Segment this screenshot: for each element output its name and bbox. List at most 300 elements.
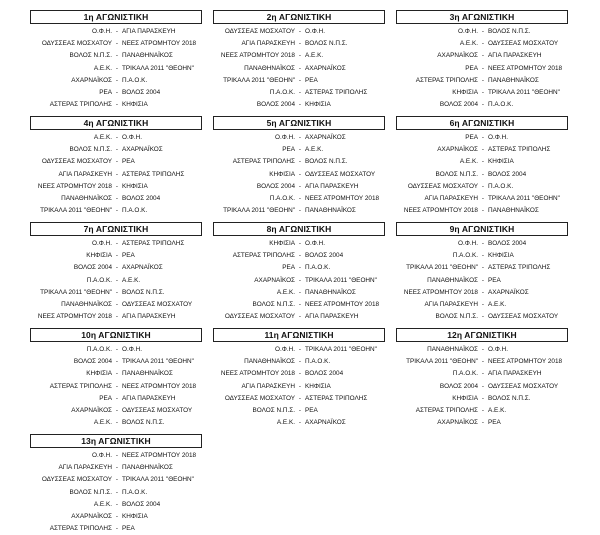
match-row [30, 156, 202, 168]
away-team: ΒΟΛΟΣ 2004 [488, 240, 527, 247]
match-separator: - [481, 52, 485, 60]
home-team: ΒΟΛΟΣ Ν.Π.Σ. [69, 52, 112, 60]
home-team: ΟΔΥΣΣΕΑΣ ΜΟΣΧΑΤΟΥ [41, 158, 112, 166]
match-row [30, 511, 202, 523]
match-list [396, 26, 568, 111]
match-separator: - [115, 276, 119, 284]
match-row [213, 381, 385, 393]
away-team: ΚΗΦΙΣΙΑ [488, 252, 514, 260]
match-row [213, 344, 385, 356]
home-team: Π.Α.Ο.Κ. [86, 346, 112, 353]
match-row [213, 311, 385, 323]
home-team: Α.Ε.Κ. [93, 134, 112, 141]
match-row [30, 99, 202, 111]
away-team: ΠΑΝΑΘΗΝΑΪΚΟΣ [122, 370, 173, 378]
match-separator: - [481, 207, 485, 215]
match-separator: - [298, 313, 302, 321]
away-team: ΑΧΑΡΝΑΪΚΟΣ [305, 419, 346, 427]
match-separator: - [481, 158, 485, 166]
away-team: Ο.Φ.Η. [488, 134, 509, 141]
home-team: ΑΓΙΑ ΠΑΡΑΣΚΕΥΗ [241, 382, 295, 390]
away-team: ΑΓΙΑ ΠΑΡΑΣΚΕΥΗ [488, 370, 542, 378]
away-team: ΠΑΝΑΘΗΝΑΪΚΟΣ [122, 52, 173, 60]
match-separator: - [298, 300, 302, 308]
match-list [30, 26, 202, 111]
away-team: ΒΟΛΟΣ 2004 [305, 252, 344, 260]
match-row [396, 368, 568, 380]
home-team: ΑΧΑΡΝΑΪΚΟΣ [437, 52, 478, 60]
match-row [396, 99, 568, 111]
away-team: Π.Α.Ο.Κ. [305, 358, 331, 366]
match-row [213, 50, 385, 62]
match-separator: - [298, 194, 302, 202]
match-separator: - [481, 419, 485, 427]
away-team: ΤΡΙΚΑΛΑ 2011 "ΘΕΟΗΝ" [305, 346, 377, 353]
round-block [213, 116, 385, 217]
home-team: ΑΓΙΑ ΠΑΡΑΣΚΕΥΗ [424, 194, 478, 202]
match-separator: - [481, 358, 485, 366]
away-team: ΟΔΥΣΣΕΑΣ ΜΟΣΧΑΤΟΥ [122, 300, 193, 308]
home-team: ΝΕΕΣ ΑΤΡΟΜΗΤΟΥ 2018 [403, 207, 478, 215]
home-team: Ο.Φ.Η. [457, 28, 478, 35]
away-team: ΑΧΑΡΝΑΪΚΟΣ [305, 64, 346, 72]
round-title: 11η ΑΓΩΝΙΣΤΙΚΗ [213, 328, 385, 342]
match-separator: - [298, 76, 302, 84]
match-separator: - [481, 276, 485, 284]
home-team: ΚΗΦΙΣΙΑ [269, 170, 295, 178]
match-row [213, 250, 385, 262]
round-title: 12η ΑΓΩΝΙΣΤΙΚΗ [396, 328, 568, 342]
away-team: ΤΡΙΚΑΛΑ 2011 "ΘΕΟΗΝ" [488, 88, 560, 96]
match-separator: - [481, 394, 485, 402]
away-team: ΑΣΤΕΡΑΣ ΤΡΙΠΟΛΗΣ [305, 394, 368, 402]
home-team: ΤΡΙΚΑΛΑ 2011 "ΘΕΟΗΝ" [406, 264, 478, 272]
away-team: ΤΡΙΚΑΛΑ 2011 "ΘΕΟΗΝ" [488, 194, 560, 202]
home-team: ΟΔΥΣΣΕΑΣ ΜΟΣΧΑΤΟΥ [407, 182, 478, 190]
away-team: Α.Ε.Κ. [305, 52, 324, 60]
match-row [30, 238, 202, 250]
away-team: ΡΕΑ [122, 158, 135, 166]
away-team: ΑΓΙΑ ΠΑΡΑΣΚΕΥΗ [305, 313, 359, 321]
match-separator: - [481, 264, 485, 272]
match-row [396, 417, 568, 429]
match-separator: - [115, 288, 119, 296]
away-team: ΤΡΙΚΑΛΑ 2011 "ΘΕΟΗΝ" [122, 64, 194, 72]
match-separator: - [115, 134, 119, 141]
home-team: ΚΗΦΙΣΙΑ [269, 240, 295, 247]
round-block [396, 116, 568, 217]
away-team: ΟΔΥΣΣΕΑΣ ΜΟΣΧΑΤΟΥ [122, 406, 193, 414]
home-team: ΑΓΙΑ ΠΑΡΑΣΚΕΥΗ [58, 464, 112, 472]
match-separator: - [481, 182, 485, 190]
match-separator: - [481, 134, 485, 141]
match-row [213, 405, 385, 417]
match-separator: - [115, 264, 119, 272]
round-block [396, 328, 568, 429]
away-team: ΚΗΦΙΣΙΑ [122, 512, 148, 520]
match-separator: - [481, 300, 485, 308]
match-row [396, 193, 568, 205]
home-team: ΝΕΕΣ ΑΤΡΟΜΗΤΟΥ 2018 [220, 370, 295, 378]
home-team: ΑΧΑΡΝΑΪΚΟΣ [71, 406, 112, 414]
home-team: ΑΧΑΡΝΑΪΚΟΣ [71, 512, 112, 520]
match-row [396, 287, 568, 299]
match-row [30, 356, 202, 368]
away-team: ΝΕΕΣ ΑΤΡΟΜΗΤΟΥ 2018 [305, 194, 380, 202]
match-separator: - [298, 394, 302, 402]
round-block [30, 222, 202, 323]
home-team: ΠΑΝΑΘΗΝΑΪΚΟΣ [427, 276, 478, 284]
away-team: ΟΔΥΣΣΕΑΣ ΜΟΣΧΑΤΟΥ [488, 40, 559, 48]
match-separator: - [115, 240, 119, 247]
match-separator: - [115, 370, 119, 378]
match-row [396, 169, 568, 181]
match-row [30, 474, 202, 486]
home-team: ΑΓΙΑ ΠΑΡΑΣΚΕΥΗ [424, 300, 478, 308]
home-team: ΒΟΛΟΣ 2004 [73, 358, 112, 366]
away-team: ΒΟΛΟΣ 2004 [305, 370, 344, 378]
match-separator: - [481, 101, 485, 109]
home-team: Α.Ε.Κ. [459, 158, 478, 166]
home-team: ΑΓΙΑ ΠΑΡΑΣΚΕΥΗ [58, 170, 112, 178]
away-team: ΒΟΛΟΣ 2004 [122, 194, 161, 202]
match-separator: - [115, 512, 119, 520]
match-row [396, 205, 568, 217]
match-row [396, 311, 568, 323]
away-team: ΑΣΤΕΡΑΣ ΤΡΙΠΟΛΗΣ [488, 264, 551, 272]
away-team: ΠΑΝΑΘΗΝΑΪΚΟΣ [305, 288, 356, 296]
home-team: ΤΡΙΚΑΛΑ 2011 "ΘΕΟΗΝ" [40, 288, 112, 296]
match-separator: - [115, 476, 119, 484]
match-row [30, 393, 202, 405]
match-row [213, 393, 385, 405]
match-row [30, 181, 202, 193]
match-row [213, 262, 385, 274]
away-team: ΤΡΙΚΑΛΑ 2011 "ΘΕΟΗΝ" [122, 358, 194, 366]
match-row [396, 75, 568, 87]
home-team: ΑΣΤΕΡΑΣ ΤΡΙΠΟΛΗΣ [49, 101, 112, 109]
match-separator: - [298, 182, 302, 190]
match-row [396, 26, 568, 38]
match-separator: - [481, 288, 485, 296]
home-team: Π.Α.Ο.Κ. [452, 370, 478, 378]
home-team: ΑΣΤΕΡΑΣ ΤΡΙΠΟΛΗΣ [49, 525, 112, 533]
match-list [396, 344, 568, 429]
round-title: 7η ΑΓΩΝΙΣΤΙΚΗ [30, 222, 202, 236]
match-separator: - [298, 252, 302, 260]
home-team: ΡΕΑ [465, 134, 478, 141]
match-row [213, 193, 385, 205]
home-team: ΒΟΛΟΣ 2004 [256, 101, 295, 109]
home-team: ΟΔΥΣΣΕΑΣ ΜΟΣΧΑΤΟΥ [224, 394, 295, 402]
match-row [30, 450, 202, 462]
match-separator: - [115, 394, 119, 402]
home-team: ΟΔΥΣΣΕΑΣ ΜΟΣΧΑΤΟΥ [41, 40, 112, 48]
match-separator: - [481, 406, 485, 414]
match-row [396, 299, 568, 311]
away-team: Α.Ε.Κ. [305, 146, 324, 154]
home-team: ΑΣΤΕΡΑΣ ΤΡΙΠΟΛΗΣ [415, 406, 478, 414]
home-team: ΠΑΝΑΘΗΝΑΪΚΟΣ [61, 194, 112, 202]
match-separator: - [115, 300, 119, 308]
away-team: ΠΑΝΑΘΗΝΑΪΚΟΣ [305, 207, 356, 215]
match-row [396, 250, 568, 262]
home-team: ΒΟΛΟΣ Ν.Π.Σ. [435, 170, 478, 178]
home-team: Π.Α.Ο.Κ. [452, 252, 478, 260]
match-separator: - [298, 134, 302, 141]
match-separator: - [115, 358, 119, 366]
home-team: Ο.Φ.Η. [274, 134, 295, 141]
match-separator: - [298, 101, 302, 109]
home-team: ΚΗΦΙΣΙΑ [86, 370, 112, 378]
match-separator: - [115, 52, 119, 60]
match-separator: - [298, 52, 302, 60]
match-row [396, 344, 568, 356]
match-separator: - [115, 158, 119, 166]
away-team: ΑΣΤΕΡΑΣ ΤΡΙΠΟΛΗΣ [122, 240, 185, 247]
away-team: ΚΗΦΙΣΙΑ [305, 101, 331, 109]
away-team: ΑΓΙΑ ΠΑΡΑΣΚΕΥΗ [122, 394, 176, 402]
home-team: ΤΡΙΚΑΛΑ 2011 "ΘΕΟΗΝ" [40, 207, 112, 215]
home-team: ΝΕΕΣ ΑΤΡΟΜΗΤΟΥ 2018 [220, 52, 295, 60]
match-row [30, 487, 202, 499]
match-separator: - [298, 276, 302, 284]
match-row [213, 169, 385, 181]
home-team: ΝΕΕΣ ΑΤΡΟΜΗΤΟΥ 2018 [37, 182, 112, 190]
round-title: 10η ΑΓΩΝΙΣΤΙΚΗ [30, 328, 202, 342]
home-team: ΒΟΛΟΣ 2004 [256, 182, 295, 190]
away-team: ΑΧΑΡΝΑΪΚΟΣ [122, 264, 163, 272]
home-team: Ο.Φ.Η. [457, 240, 478, 247]
match-row [30, 311, 202, 323]
match-separator: - [481, 40, 485, 48]
match-row [213, 356, 385, 368]
home-team: ΒΟΛΟΣ 2004 [439, 382, 478, 390]
home-team: ΒΟΛΟΣ 2004 [73, 264, 112, 272]
home-team: ΑΓΙΑ ΠΑΡΑΣΚΕΥΗ [241, 40, 295, 48]
home-team: ΝΕΕΣ ΑΤΡΟΜΗΤΟΥ 2018 [37, 313, 112, 321]
away-team: ΑΣΤΕΡΑΣ ΤΡΙΠΟΛΗΣ [122, 170, 185, 178]
match-row [30, 523, 202, 535]
home-team: Α.Ε.Κ. [93, 500, 112, 508]
round-title: 8η ΑΓΩΝΙΣΤΙΚΗ [213, 222, 385, 236]
match-separator: - [115, 406, 119, 414]
home-team: Α.Ε.Κ. [276, 419, 295, 427]
match-list [396, 132, 568, 217]
away-team: Ο.Φ.Η. [305, 28, 326, 35]
round-title: 13η ΑΓΩΝΙΣΤΙΚΗ [30, 434, 202, 448]
match-row [30, 144, 202, 156]
away-team: ΑΣΤΕΡΑΣ ΤΡΙΠΟΛΗΣ [305, 88, 368, 96]
round-block [213, 328, 385, 429]
match-row [396, 405, 568, 417]
home-team: ΟΔΥΣΣΕΑΣ ΜΟΣΧΑΤΟΥ [41, 476, 112, 484]
match-separator: - [115, 452, 119, 459]
match-separator: - [481, 382, 485, 390]
home-team: ΡΕΑ [282, 264, 295, 272]
match-row [396, 356, 568, 368]
match-separator: - [115, 76, 119, 84]
match-row [396, 181, 568, 193]
away-team: ΝΕΕΣ ΑΤΡΟΜΗΤΟΥ 2018 [488, 64, 563, 72]
match-separator: - [298, 28, 302, 35]
away-team: ΑΧΑΡΝΑΪΚΟΣ [305, 134, 346, 141]
away-team: ΒΟΛΟΣ Ν.Π.Σ. [305, 40, 348, 48]
home-team: ΡΕΑ [99, 394, 112, 402]
home-team: ΑΧΑΡΝΑΪΚΟΣ [71, 76, 112, 84]
match-separator: - [481, 76, 485, 84]
away-team: ΒΟΛΟΣ Ν.Π.Σ. [305, 158, 348, 166]
match-separator: - [115, 40, 119, 48]
match-row [30, 275, 202, 287]
match-separator: - [481, 170, 485, 178]
home-team: Α.Ε.Κ. [93, 64, 112, 72]
match-row [396, 132, 568, 144]
match-separator: - [298, 207, 302, 215]
away-team: Α.Ε.Κ. [488, 300, 507, 308]
match-row [30, 262, 202, 274]
match-row [213, 417, 385, 429]
away-team: Π.Α.Ο.Κ. [122, 488, 148, 496]
match-separator: - [298, 146, 302, 154]
match-row [30, 381, 202, 393]
match-row [30, 405, 202, 417]
match-row [396, 262, 568, 274]
match-row [213, 275, 385, 287]
home-team: ΤΡΙΚΑΛΑ 2011 "ΘΕΟΗΝ" [223, 207, 295, 215]
home-team: ΑΣΤΕΡΑΣ ΤΡΙΠΟΛΗΣ [232, 252, 295, 260]
match-separator: - [115, 28, 119, 35]
match-row [30, 193, 202, 205]
home-team: ΒΟΛΟΣ Ν.Π.Σ. [252, 406, 295, 414]
home-team: ΚΗΦΙΣΙΑ [452, 88, 478, 96]
match-separator: - [298, 370, 302, 378]
match-row [396, 238, 568, 250]
match-list [213, 26, 385, 111]
away-team: ΟΔΥΣΣΕΑΣ ΜΟΣΧΑΤΟΥ [488, 382, 559, 390]
away-team: ΝΕΕΣ ΑΤΡΟΜΗΤΟΥ 2018 [122, 40, 197, 48]
away-team: ΑΓΙΑ ΠΑΡΑΣΚΕΥΗ [122, 28, 176, 35]
match-row [30, 26, 202, 38]
match-row [213, 75, 385, 87]
round-title: 4η ΑΓΩΝΙΣΤΙΚΗ [30, 116, 202, 130]
match-separator: - [298, 382, 302, 390]
round-block [213, 10, 385, 111]
away-team: ΚΗΦΙΣΙΑ [122, 101, 148, 109]
match-separator: - [298, 64, 302, 72]
away-team: ΒΟΛΟΣ 2004 [122, 500, 161, 508]
match-separator: - [298, 288, 302, 296]
match-separator: - [115, 500, 119, 508]
match-separator: - [298, 158, 302, 166]
match-separator: - [115, 525, 119, 533]
match-separator: - [115, 346, 119, 353]
match-separator: - [115, 88, 119, 96]
round-title: 1η ΑΓΩΝΙΣΤΙΚΗ [30, 10, 202, 24]
away-team: Ο.Φ.Η. [122, 346, 143, 353]
away-team: Π.Α.Ο.Κ. [488, 101, 514, 109]
match-separator: - [115, 464, 119, 472]
match-row [396, 275, 568, 287]
home-team: ΠΑΝΑΘΗΝΑΪΚΟΣ [61, 300, 112, 308]
match-row [213, 99, 385, 111]
match-row [30, 132, 202, 144]
away-team: ΝΕΕΣ ΑΤΡΟΜΗΤΟΥ 2018 [488, 358, 563, 366]
home-team: ΡΕΑ [465, 64, 478, 72]
match-row [30, 38, 202, 50]
match-separator: - [481, 240, 485, 247]
match-row [396, 144, 568, 156]
away-team: ΡΕΑ [305, 406, 318, 414]
round-block [30, 10, 202, 111]
match-row [213, 63, 385, 75]
away-team: ΑΣΤΕΡΑΣ ΤΡΙΠΟΛΗΣ [488, 146, 551, 154]
match-separator: - [481, 64, 485, 72]
away-team: ΑΓΙΑ ΠΑΡΑΣΚΕΥΗ [305, 182, 359, 190]
match-row [30, 63, 202, 75]
match-separator: - [115, 101, 119, 109]
match-row [30, 499, 202, 511]
match-list [30, 344, 202, 429]
away-team: ΑΓΙΑ ΠΑΡΑΣΚΕΥΗ [488, 52, 542, 60]
match-row [213, 238, 385, 250]
match-separator: - [115, 170, 119, 178]
match-row [30, 87, 202, 99]
match-separator: - [298, 346, 302, 353]
match-separator: - [115, 194, 119, 202]
home-team: ΟΔΥΣΣΕΑΣ ΜΟΣΧΑΤΟΥ [224, 313, 295, 321]
match-separator: - [115, 64, 119, 72]
match-separator: - [298, 406, 302, 414]
match-separator: - [481, 88, 485, 96]
match-row [396, 156, 568, 168]
match-separator: - [481, 146, 485, 154]
away-team: Ο.Φ.Η. [488, 346, 509, 353]
match-separator: - [115, 488, 119, 496]
away-team: ΒΟΛΟΣ Ν.Π.Σ. [122, 288, 165, 296]
home-team: Ο.Φ.Η. [91, 28, 112, 35]
home-team: ΑΧΑΡΝΑΪΚΟΣ [437, 146, 478, 154]
home-team: ΑΣΤΕΡΑΣ ΤΡΙΠΟΛΗΣ [49, 382, 112, 390]
match-separator: - [481, 370, 485, 378]
match-row [30, 205, 202, 217]
away-team: Π.Α.Ο.Κ. [305, 264, 331, 272]
away-team: ΤΡΙΚΑΛΑ 2011 "ΘΕΟΗΝ" [305, 276, 377, 284]
match-row [396, 63, 568, 75]
match-row [30, 287, 202, 299]
home-team: Π.Α.Ο.Κ. [269, 88, 295, 96]
away-team: ΡΕΑ [488, 276, 501, 284]
home-team: ΡΕΑ [282, 146, 295, 154]
round-block [396, 222, 568, 323]
round-block [396, 10, 568, 111]
away-team: Π.Α.Ο.Κ. [122, 207, 148, 215]
match-separator: - [481, 252, 485, 260]
match-separator: - [298, 240, 302, 247]
away-team: ΒΟΛΟΣ Ν.Π.Σ. [488, 28, 531, 35]
away-team: ΡΕΑ [122, 525, 135, 533]
match-row [396, 381, 568, 393]
away-team: ΑΓΙΑ ΠΑΡΑΣΚΕΥΗ [122, 313, 176, 321]
home-team: Π.Α.Ο.Κ. [269, 194, 295, 202]
round-block [30, 328, 202, 429]
home-team: ΤΡΙΚΑΛΑ 2011 "ΘΕΟΗΝ" [223, 76, 295, 84]
match-separator: - [115, 252, 119, 260]
away-team: ΒΟΛΟΣ 2004 [488, 170, 527, 178]
match-list [213, 132, 385, 217]
home-team: ΡΕΑ [99, 88, 112, 96]
home-team: Α.Ε.Κ. [93, 419, 112, 427]
